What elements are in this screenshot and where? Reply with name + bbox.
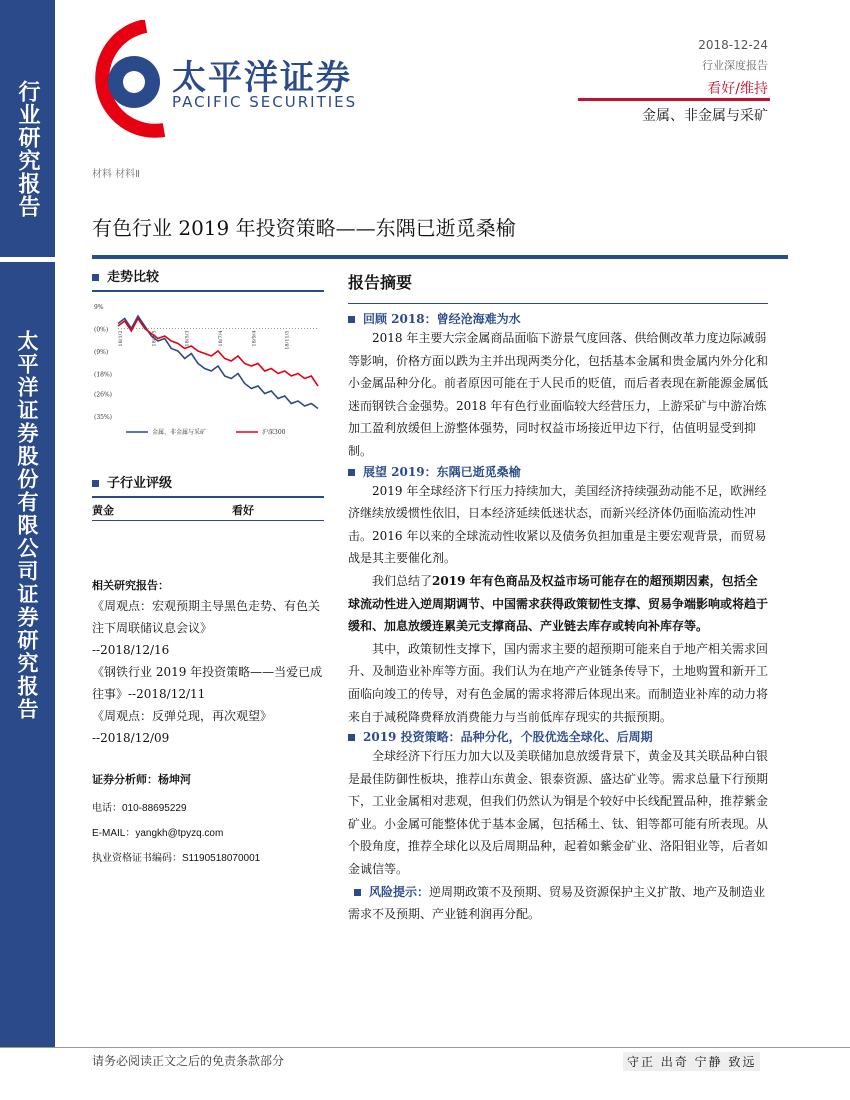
- section-1-title: 回顾 2018：曾经沧海难为水: [348, 310, 768, 327]
- side-label-top: 行业研究报告: [15, 80, 41, 218]
- report-type: 行业深度报告: [702, 59, 768, 72]
- footer-motto: 守正 出奇 宁静 致远: [623, 1052, 760, 1071]
- summary-heading: 报告摘要: [348, 273, 413, 292]
- logo-name-en: PACIFIC SECURITIES: [172, 93, 358, 111]
- risk-note: 风险提示：逆周期政策不及预期、贸易及资源保护主义扩散、地产及制造业需求不及预期、产业链利润再分配。: [348, 884, 766, 922]
- section-2-body-3: 其中，政策韧性支撑下，国内需求主要的超预期可能来自于地产相关需求回升、及制造业补库等方面。我们认为在地产产业链条传导下，土地购置和新开工面临向竣工的传导，对有色金属的需求将滞后体现出来。而制造业补库的动力将来自于减税降费释放消费能力与当前低库存现实的共振预期。: [348, 641, 769, 724]
- y-tick-label: (0%): [94, 326, 109, 334]
- legend-label: 金属、非金属与采矿: [152, 429, 207, 436]
- analyst-email[interactable]: E-MAIL：yangkh@tpyzq.com: [92, 828, 224, 839]
- summary-rule: [348, 303, 768, 304]
- square-bullet-icon: [348, 469, 355, 476]
- analyst-name: 证券分析师：杨坤河: [92, 773, 191, 786]
- logo-name-cn: 太平洋证券: [172, 58, 352, 98]
- trend-chart: [92, 300, 324, 460]
- rating-row: [92, 502, 324, 521]
- y-tick-label: (18%): [94, 371, 113, 379]
- section-1-body: 2018 年主要大宗金属商品面临下游景气度回落、供给侧改革力度边际减弱等影响，价格方面以跌为主并出现两类分化，包括基本金属和贵金属内外分化和小金属品种分化。前者原因可能在于人民币的贬值，而后者表现在新能源金属低迷而钢铁合金强势。2018 年有色行业面临较大经营压力，上游采矿与中游冶炼加工盈利放缓但上游整体强势，同时权益市场接近甲边下行，估值明显受到抑制。: [348, 331, 769, 458]
- report-date: 2018-12-24: [698, 38, 768, 52]
- section-3-body: 全球经济下行压力加大以及美联储加息放缓背景下，黄金及其关联品种白银是最佳防御性板块，推荐山东黄金、银泰资源、盛达矿业等。需求总量下行预期下，工业金属相对悲观，但我们仍然认为铜是个较好中长线配置品种，推荐紫金矿业。小金属可能整体优于基本金属，包括稀土、钛、钼等都可能有所表现。从个股角度，推荐全球化以及后周期品种，起着如紫金矿业、洛阳钼业等，后者如金诚信等。: [348, 749, 769, 877]
- x-tick-label: 18/9/4: [251, 330, 258, 347]
- rating: 看好/维持: [707, 81, 768, 97]
- page-title: 有色行业 2019 年投资策略——东隅已逝觅桑榆: [92, 216, 516, 240]
- series-line: [118, 316, 318, 409]
- category: 材料 材料Ⅱ: [92, 169, 141, 180]
- square-bullet-icon: [348, 316, 355, 323]
- x-tick-label: 18/7/4: [218, 330, 224, 347]
- y-tick-label: (9%): [94, 349, 109, 356]
- related-item[interactable]: 《周观点：宏观预期主导黑色走势、有色关注下周联储议息会议》 --2018/12/16: [92, 599, 321, 657]
- title-rule: [92, 255, 788, 259]
- sector-name: 金属、非金属与采矿: [642, 108, 768, 124]
- section-3-title: 2019 投资策略：品种分化，个股优选全球化、后周期: [348, 728, 768, 745]
- side-strip-bottom: [0, 262, 55, 1047]
- related-list: [92, 595, 324, 749]
- sub-industry-name: 黄金: [92, 504, 114, 517]
- analyst-phone: 电话：010-88695229: [92, 803, 187, 814]
- company-logo: [88, 20, 172, 140]
- x-tick-label: 18/11/5: [284, 330, 291, 350]
- related-item[interactable]: 《钢铁行业 2019 年投资策略——当爱已成往事》--2018/12/11: [92, 665, 323, 701]
- x-tick-label: 18/3/5: [151, 330, 158, 347]
- y-tick-label: 9%: [94, 304, 104, 311]
- square-bullet-icon: [92, 480, 99, 487]
- square-bullet-icon: [92, 274, 99, 281]
- section-2-title: 展望 2019：东隅已逝觅桑榆: [348, 463, 768, 480]
- rating-heading: 子行业评级: [92, 472, 324, 498]
- y-tick-label: (26%): [94, 391, 113, 399]
- square-bullet-icon: [348, 734, 355, 741]
- y-tick-label: (35%): [94, 414, 113, 421]
- sub-industry-rating: 看好: [232, 504, 254, 517]
- x-tick-label: 18/5/3: [184, 330, 191, 347]
- footer-disclaimer: 请务必阅读正文之后的免责条款部分: [92, 1054, 285, 1068]
- footer-rule: [0, 1047, 850, 1048]
- section-2-body-1: 2019 年全球经济下行压力持续加大，美国经济持续强劲动能不足，欧洲经济继续放缓惯性依旧，日本经济延续低迷状态，而新兴经济体仍面临流动性冲击。2016 年以来的全球流动性收紧以及债务负担加重是主要宏观背景，而贸易战是其主要催化剂。: [348, 483, 767, 566]
- analyst-cert: 执业资格证书编码：S1190518070001: [92, 853, 261, 864]
- side-label-bottom: 太平洋证券股份有限公司证券研究报告: [15, 330, 40, 721]
- section-2-body-2: 我们总结了2019 年有色商品及权益市场可能存在的超预期因素，包括全球流动性进入逆周期调节、中国需求获得政策韧性支撑、贸易争端影响或将趋于缓和、加息放缓连累美元支撑商品、产业链去库存或转向补库存等。: [348, 573, 769, 634]
- main-column: [348, 270, 768, 926]
- related-heading: 相关研究报告：: [92, 579, 169, 592]
- legend-label: 沪深300: [262, 429, 286, 436]
- square-bullet-icon: [354, 889, 361, 896]
- trend-heading: 走势比较: [92, 266, 324, 292]
- header-red-rule: [578, 98, 770, 101]
- side-strip-top: [0, 0, 55, 257]
- left-column: [92, 266, 324, 864]
- x-tick-label: 18/1/2: [118, 330, 124, 347]
- related-item[interactable]: 《周观点：反弹兑现，再次观望》 --2018/12/09: [92, 709, 273, 745]
